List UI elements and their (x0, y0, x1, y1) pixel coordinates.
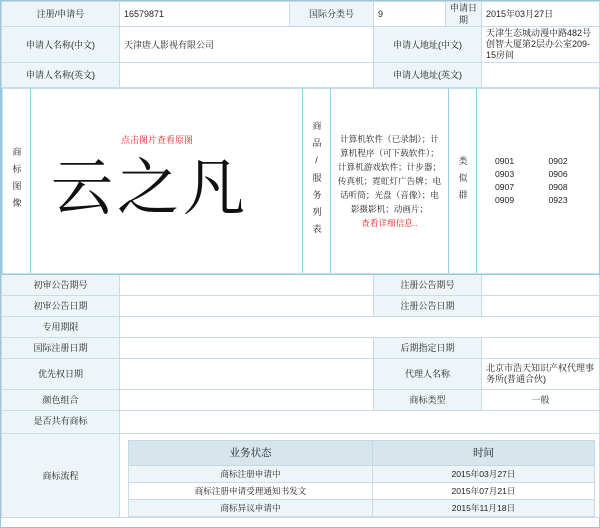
later-designation-label: 后期指定日期 (374, 338, 482, 359)
prelim-pub-date-label: 初审公告日期 (2, 296, 120, 317)
intl-reg-date-label: 国际注册日期 (2, 338, 120, 359)
prelim-pub-no-label: 初审公告期号 (2, 275, 120, 296)
reg-pub-no-value (482, 275, 600, 296)
priority-date-value (120, 359, 374, 390)
reg-pub-no-label: 注册公告期号 (374, 275, 482, 296)
color-combo-label: 颜色组合 (2, 390, 120, 411)
later-designation-value (482, 338, 600, 359)
prelim-pub-no-value (120, 275, 374, 296)
reg-pub-date-value (482, 296, 600, 317)
view-original-image-link[interactable]: 点击图片查看原图 (121, 135, 194, 145)
process-time: 2015年11月18日 (373, 500, 595, 517)
view-details-link[interactable]: 查看详细信息.. (361, 218, 418, 228)
similar-code: 0909 (495, 195, 515, 205)
priority-date-label: 优先权日期 (2, 359, 120, 390)
applicant-en-label: 申请人名称(英文) (2, 63, 120, 88)
intl-class-value: 9 (374, 2, 446, 27)
similar-group-label: 类似群 (457, 155, 468, 207)
agent-name-label: 代理人名称 (374, 359, 482, 390)
similar-code: 0907 (495, 182, 515, 192)
process-status: 商标注册申请受理通知书发文 (129, 483, 373, 500)
process-status: 商标异议申请中 (129, 500, 373, 517)
applicant-cn-value: 天津唐人影视有限公司 (120, 27, 374, 63)
mark-type-value: 一般 (482, 390, 600, 411)
process-row (129, 483, 595, 500)
similar-code: 0902 (548, 156, 568, 166)
reg-no-value: 16579871 (120, 2, 290, 27)
agent-name-value: 北京市浩天知识产权代理事务所(普通合伙) (482, 359, 600, 390)
exclusive-period-label: 专用期限 (2, 317, 120, 338)
app-date-value: 2015年03月27日 (482, 2, 600, 27)
trademark-image[interactable]: 云之凡 (51, 155, 250, 223)
app-date-label: 申请日期 (446, 2, 482, 27)
address-en-value (482, 63, 600, 88)
process-row (129, 466, 595, 483)
mark-image-label: 商标图像 (11, 147, 22, 215)
goods-services-label: 商品/服务列表 (311, 121, 322, 241)
color-combo-value (120, 390, 374, 411)
similar-code: 0906 (548, 169, 568, 179)
process-header-time: 时间 (373, 441, 595, 466)
process-header-status: 业务状态 (129, 441, 373, 466)
process-time: 2015年03月27日 (373, 466, 595, 483)
address-en-label: 申请人地址(英文) (374, 63, 482, 88)
shared-value (120, 411, 600, 434)
mark-type-label: 商标类型 (374, 390, 482, 411)
applicant-cn-label: 申请人名称(中文) (2, 27, 120, 63)
process-status: 商标注册申请中 (129, 466, 373, 483)
similar-group-codes (481, 155, 596, 207)
goods-services-list: 计算机软件（已录制）；计算机程序（可下载软件）；计算机游戏软件；计步器；传真机；霓虹灯广告牌；电话听筒；光盘（音像）；电影摄影机；动画片； (337, 134, 442, 214)
trademark-info-table (1, 1, 600, 518)
exclusive-period-value (120, 317, 600, 338)
intl-reg-date-value (120, 338, 374, 359)
similar-code: 0901 (495, 156, 515, 166)
reg-no-label: 注册/申请号 (2, 2, 120, 27)
address-cn-label: 申请人地址(中文) (374, 27, 482, 63)
intl-class-label: 国际分类号 (290, 2, 374, 27)
similar-code: 0903 (495, 169, 515, 179)
similar-code: 0923 (548, 195, 568, 205)
similar-code: 0908 (548, 182, 568, 192)
process-time: 2015年07月21日 (373, 483, 595, 500)
process-label: 商标流程 (2, 434, 120, 518)
applicant-en-value (120, 63, 374, 88)
prelim-pub-date-value (120, 296, 374, 317)
process-table (128, 440, 595, 517)
shared-label: 是否共有商标 (2, 411, 120, 434)
process-row (129, 500, 595, 517)
address-cn-value: 天津生态城动漫中路482号创智大厦第2层办公室209-15房间 (482, 27, 600, 63)
reg-pub-date-label: 注册公告日期 (374, 296, 482, 317)
